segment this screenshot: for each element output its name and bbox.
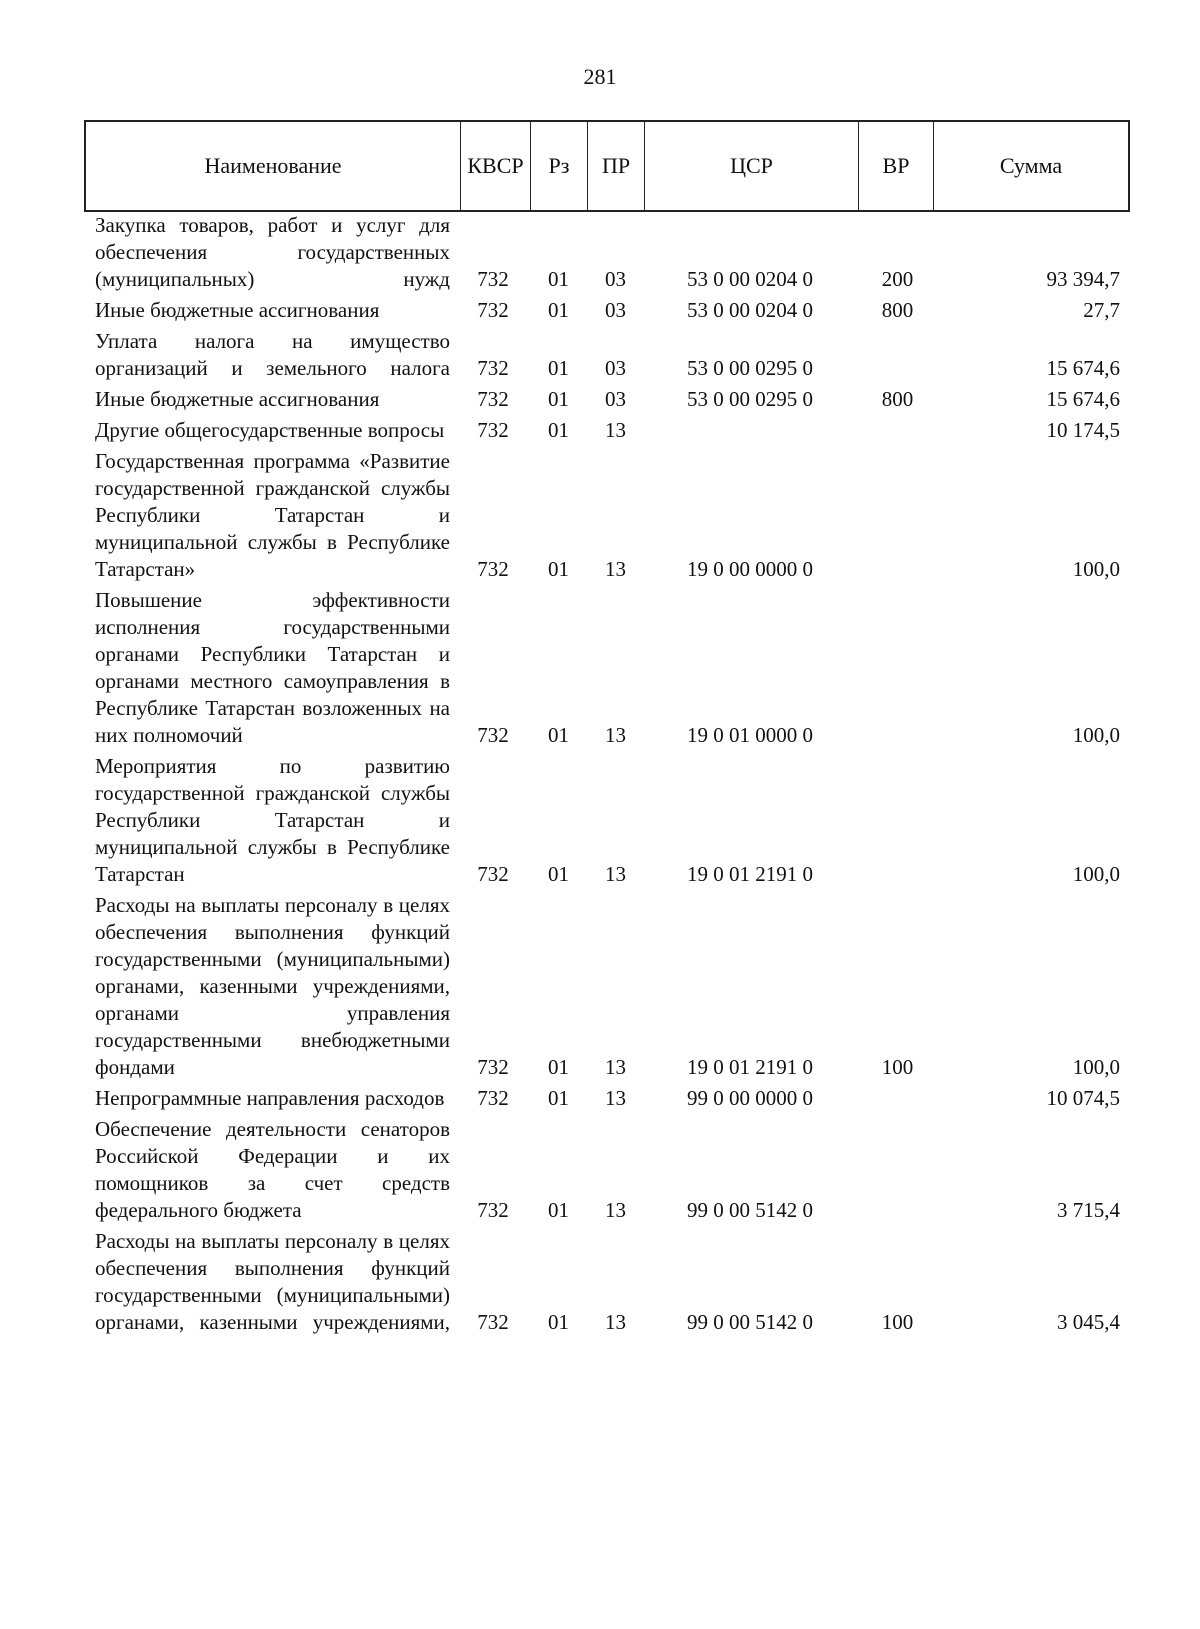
row-kvsr: 732	[477, 1310, 509, 1334]
header-csr: ЦСР	[645, 122, 859, 210]
page-number: 281	[583, 64, 617, 89]
row-pr: 13	[605, 723, 626, 747]
row-csr: 53 0 00 0295 0	[687, 356, 813, 380]
row-pr: 13	[605, 1198, 626, 1222]
row-vr: 800	[881, 387, 914, 411]
row-csr: 19 0 01 2191 0	[687, 1055, 813, 1079]
header-sum: Сумма	[999, 153, 1063, 178]
table-row	[0, 417, 1200, 444]
row-vr: 100	[881, 1310, 914, 1334]
row-sum: 15 674,6	[1046, 387, 1120, 411]
row-sum: 3 045,4	[1057, 1310, 1120, 1334]
row-rz: 01	[548, 862, 569, 886]
header-vr: ВР	[859, 122, 934, 210]
row-sum: 100,0	[1072, 862, 1120, 886]
table-row	[0, 448, 1200, 583]
row-rz: 01	[548, 1086, 569, 1110]
row-pr: 13	[605, 1086, 626, 1110]
row-pr: 03	[605, 356, 626, 380]
row-rz: 01	[548, 1310, 569, 1334]
row-sum: 27,7	[1083, 298, 1120, 322]
row-name: Государственная программа «Развитие государственной гражданской службы Республики Татарстан и муниципальной службы в Республике Татарстан»	[95, 449, 450, 581]
row-kvsr: 732	[477, 557, 509, 581]
row-name: Расходы на выплаты персоналу в целях обеспечения выполнения функций государственными (муниципальными) органами, казенными учреждениями, органами управления государственными внебюджетными фондами	[95, 893, 450, 1079]
row-name: Закупка товаров, работ и услуг для обеспечения государственных (муниципальных) нужд	[95, 213, 450, 291]
table-body	[0, 212, 1200, 1336]
table-header	[84, 120, 1130, 212]
table-row	[0, 297, 1200, 324]
row-pr: 13	[605, 1310, 626, 1334]
row-vr: 200	[881, 267, 914, 291]
row-csr: 53 0 00 0204 0	[687, 298, 813, 322]
table-row	[0, 328, 1200, 382]
table-row	[0, 892, 1200, 1081]
row-csr: 99 0 00 5142 0	[687, 1198, 813, 1222]
row-sum: 15 674,6	[1046, 356, 1120, 380]
row-name: Иные бюджетные ассигнования	[95, 298, 380, 322]
row-csr: 19 0 01 0000 0	[687, 723, 813, 747]
row-pr: 13	[605, 418, 626, 442]
row-pr: 03	[605, 298, 626, 322]
row-pr: 13	[605, 1055, 626, 1079]
header-rz: Рз	[531, 122, 588, 210]
row-sum: 100,0	[1072, 1055, 1120, 1079]
row-kvsr: 732	[477, 1055, 509, 1079]
row-sum: 3 715,4	[1057, 1198, 1120, 1222]
table-row	[0, 1085, 1200, 1112]
table-row	[0, 386, 1200, 413]
row-rz: 01	[548, 1198, 569, 1222]
row-kvsr: 732	[477, 1198, 509, 1222]
row-pr: 03	[605, 267, 626, 291]
row-csr: 99 0 00 0000 0	[687, 1086, 813, 1110]
row-pr: 03	[605, 387, 626, 411]
row-rz: 01	[548, 418, 569, 442]
table-row	[0, 753, 1200, 888]
table-row	[0, 1116, 1200, 1224]
row-rz: 01	[548, 356, 569, 380]
row-name: Непрограммные направления расходов	[95, 1086, 445, 1110]
row-csr: 19 0 00 0000 0	[687, 557, 813, 581]
row-kvsr: 732	[477, 723, 509, 747]
row-name: Иные бюджетные ассигнования	[95, 387, 380, 411]
row-name: Другие общегосударственные вопросы	[95, 418, 445, 442]
row-csr: 99 0 00 5142 0	[687, 1310, 813, 1334]
row-rz: 01	[548, 387, 569, 411]
table-row	[0, 587, 1200, 749]
header-pr: ПР	[588, 122, 645, 210]
row-rz: 01	[548, 267, 569, 291]
row-kvsr: 732	[477, 267, 509, 291]
row-vr: 800	[881, 298, 914, 322]
row-sum: 10 174,5	[1046, 418, 1120, 442]
row-sum: 93 394,7	[1046, 267, 1120, 291]
header-name: Наименование	[86, 122, 461, 210]
row-name: Обеспечение деятельности сенаторов Российской Федерации и их помощников за счет средств федерального бюджета	[95, 1117, 450, 1222]
table-row	[0, 1228, 1200, 1336]
header-kvsr: КВСР	[461, 122, 531, 210]
row-sum: 10 074,5	[1046, 1086, 1120, 1110]
row-name: Расходы на выплаты персоналу в целях обеспечения выполнения функций государственными (муниципальными) органами, казенными учреждениями,	[95, 1229, 450, 1334]
row-pr: 13	[605, 862, 626, 886]
row-name: Уплата налога на имущество организаций и земельного налога	[95, 329, 450, 380]
row-kvsr: 732	[477, 862, 509, 886]
row-sum: 100,0	[1072, 557, 1120, 581]
row-name: Повышение эффективности исполнения государственными органами Республики Татарстан и органами местного самоуправления в Республике Татарстан возложенных на них полномочий	[95, 588, 450, 747]
row-name: Мероприятия по развитию государственной гражданской службы Республики Татарстан и муниципальной службы в Республике Татарстан	[95, 754, 450, 886]
row-vr: 100	[881, 1055, 914, 1079]
row-rz: 01	[548, 298, 569, 322]
row-sum: 100,0	[1072, 723, 1120, 747]
row-kvsr: 732	[477, 387, 509, 411]
row-kvsr: 732	[477, 1086, 509, 1110]
row-csr: 19 0 01 2191 0	[687, 862, 813, 886]
row-rz: 01	[548, 1055, 569, 1079]
row-kvsr: 732	[477, 298, 509, 322]
row-csr: 53 0 00 0295 0	[687, 387, 813, 411]
row-pr: 13	[605, 557, 626, 581]
row-kvsr: 732	[477, 418, 509, 442]
row-rz: 01	[548, 723, 569, 747]
table-row	[0, 212, 1200, 293]
row-rz: 01	[548, 557, 569, 581]
row-csr: 53 0 00 0204 0	[687, 267, 813, 291]
row-kvsr: 732	[477, 356, 509, 380]
